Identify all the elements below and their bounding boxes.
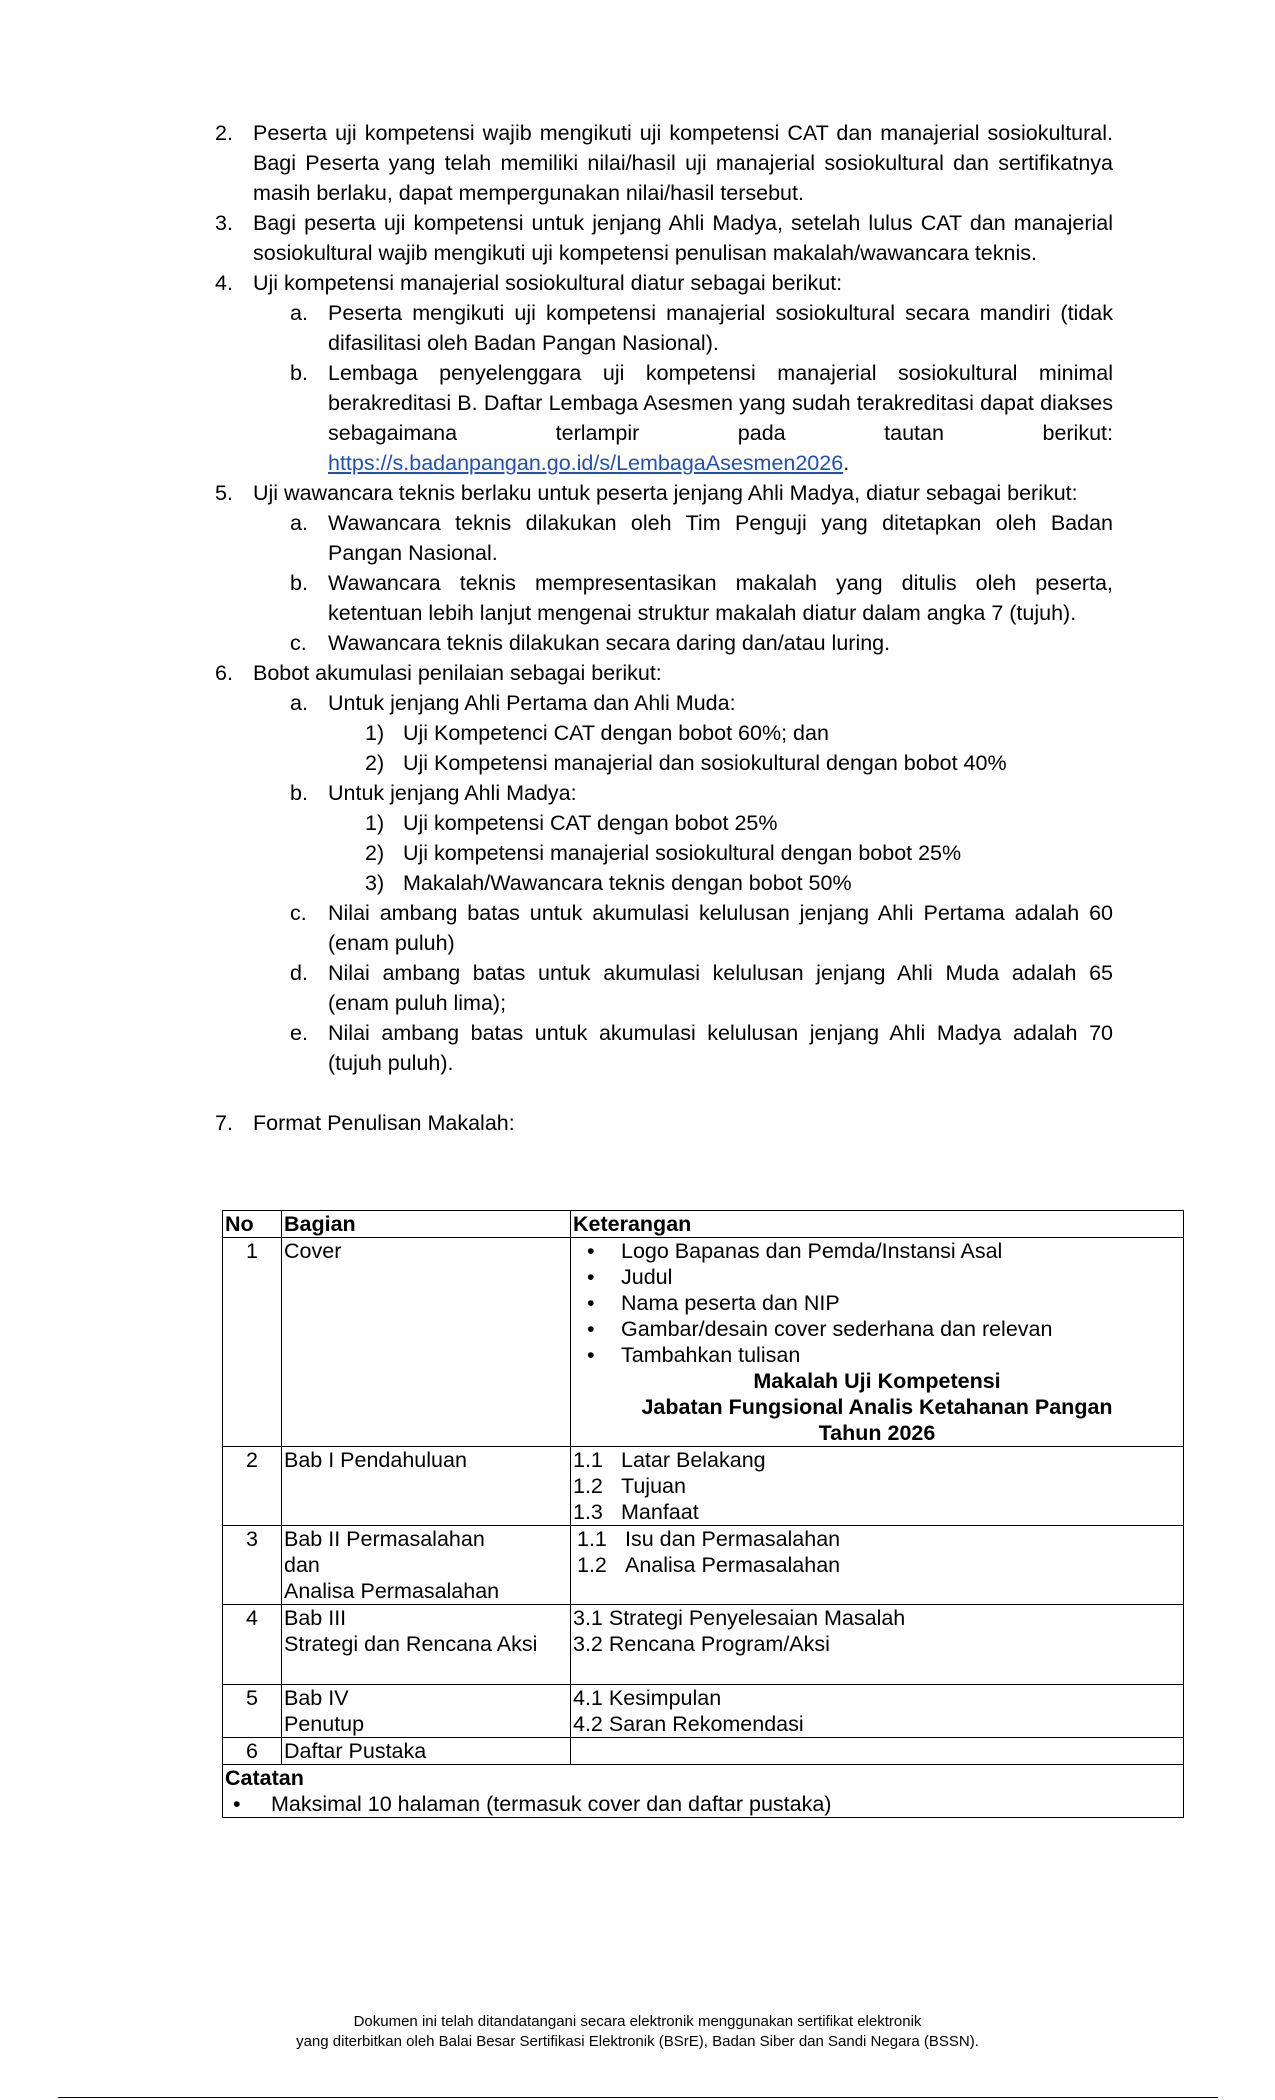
sub-number: a.: [290, 691, 308, 715]
subsub-text: Uji kompetensi manajerial sosiokultural dengan bobot 25%: [403, 841, 962, 865]
cell-keterangan: [571, 1738, 1184, 1765]
item-text: Bagi peserta uji kompetensi untuk jenjang Ahli Madya, setelah lulus CAT dan manajerial sosiokultural wajib mengikuti uji kompetensi penulisan makalah/wawancara teknis.: [253, 211, 1113, 265]
sub-item: [215, 628, 1113, 658]
link-suffix: .: [843, 451, 850, 475]
cell-no: 3: [223, 1526, 282, 1605]
cover-title-line: Makalah Uji Kompetensi: [753, 1369, 1001, 1393]
cell-bagian: Cover: [282, 1238, 571, 1447]
sub-item: [215, 508, 1113, 568]
subsub-text: Uji kompetensi CAT dengan bobot 25%: [403, 811, 778, 835]
sub-text: Peserta mengikuti uji kompetensi manajerial sosiokultural secara mandiri (tidak difasilitasi oleh Badan Pangan Nasional).: [328, 301, 1113, 355]
subsub-text: Makalah/Wawancara teknis dengan bobot 50%: [403, 871, 852, 895]
cell-no: 1: [223, 1238, 282, 1447]
cell-keterangan: [571, 1238, 1184, 1447]
sub-text: Nilai ambang batas untuk akumulasi kelulusan jenjang Ahli Pertama adalah 60 (enam puluh): [328, 901, 1113, 955]
footer-divider: [58, 2097, 1218, 2098]
subsub-item: [215, 868, 1113, 898]
cover-title-line: Tahun 2026: [818, 1421, 936, 1445]
catatan-cell: [223, 1765, 1184, 1818]
sub-number: a.: [290, 301, 308, 325]
sub-text: Untuk jenjang Ahli Pertama dan Ahli Muda:: [328, 691, 736, 715]
cell-bagian: Bab II Permasalahan dan Analisa Permasalahan: [282, 1526, 571, 1605]
table-row: [223, 1685, 1184, 1738]
subsub-number: 3): [365, 871, 385, 895]
header-no: No: [223, 1211, 282, 1238]
sub-text: Wawancara teknis mempresentasikan makalah yang ditulis oleh peserta, ketentuan lebih lanjut mengenai struktur makalah diatur dalam angka 7 (tujuh).: [328, 571, 1113, 625]
item-text: Format Penulisan Makalah:: [253, 1111, 515, 1135]
subsub-text: Uji Kompetenci CAT dengan bobot 60%; dan: [403, 721, 829, 745]
table-row: [223, 1738, 1184, 1765]
sub-text: Wawancara teknis dilakukan secara daring dan/atau luring.: [328, 631, 891, 655]
sub-number: c.: [290, 901, 307, 925]
cell-bagian: Daftar Pustaka: [282, 1738, 571, 1765]
cell-keterangan: 1.1 Latar Belakang 1.2 Tujuan 1.3 Manfaat: [571, 1447, 1184, 1526]
sub-item: [215, 568, 1113, 628]
sub-number: e.: [290, 1021, 308, 1045]
format-makalah-table: [222, 1210, 1184, 1818]
cell-no: 5: [223, 1685, 282, 1738]
cell-bagian: Bab I Pendahuluan: [282, 1447, 571, 1526]
table-row: [223, 1447, 1184, 1526]
subsub-number: 2): [365, 841, 385, 865]
subsub-item: [215, 718, 1113, 748]
list-item: [215, 208, 1113, 268]
sub-text-main: Lembaga penyelenggara uji kompetensi manajerial sosiokultural minimal berakreditasi B. Daftar Lembaga Asesmen yang sudah terakreditasi dapat diakses sebagaimana terlampir pada tautan berikut:: [328, 361, 1113, 445]
subsub-item: [215, 808, 1113, 838]
sub-item: [215, 688, 1113, 718]
cell-no: 4: [223, 1605, 282, 1685]
item-number: 2.: [215, 121, 233, 145]
list-item: [215, 1108, 1113, 1138]
cell-keterangan: 1.1 Isu dan Permasalahan 1.2 Analisa Permasalahan: [571, 1526, 1184, 1605]
footer-line-1: Dokumen ini telah ditandatangani secara elektronik menggunakan sertifikat elektronik: [353, 2013, 922, 2030]
sub-item: [215, 358, 1113, 478]
sub-number: c.: [290, 631, 307, 655]
subsub-item: [215, 838, 1113, 868]
cell-keterangan: 3.1 Strategi Penyelesaian Masalah 3.2 Rencana Program/Aksi: [571, 1605, 1184, 1685]
bullet-item: • Nama peserta dan NIP: [587, 1291, 840, 1315]
cell-keterangan: 4.1 Kesimpulan 4.2 Saran Rekomendasi: [571, 1685, 1184, 1738]
cover-title-line: Jabatan Fungsional Analis Ketahanan Pangan: [641, 1395, 1113, 1419]
item-text: Bobot akumulasi penilaian sebagai berikut:: [253, 661, 662, 685]
sub-item: [215, 898, 1113, 958]
document-body: [215, 118, 1113, 1138]
lembaga-asesmen-link[interactable]: https://s.badanpangan.go.id/s/LembagaAsesmen2026: [328, 451, 844, 475]
item-number: 5.: [215, 481, 233, 505]
header-bagian: Bagian: [282, 1211, 571, 1238]
cell-bagian: Bab III Strategi dan Rencana Aksi: [282, 1605, 571, 1685]
list-item: [215, 478, 1113, 508]
item-number: 6.: [215, 661, 233, 685]
list-item: [215, 268, 1113, 298]
catatan-row: [223, 1765, 1184, 1818]
sub-number: b.: [290, 361, 308, 385]
cell-bagian: Bab IV Penutup: [282, 1685, 571, 1738]
sub-number: d.: [290, 961, 308, 985]
footer: [0, 2012, 1275, 2052]
item-number: 7.: [215, 1111, 233, 1135]
cell-no: 2: [223, 1447, 282, 1526]
subsub-item: [215, 748, 1113, 778]
item-text: Uji wawancara teknis berlaku untuk peserta jenjang Ahli Madya, diatur sebagai berikut:: [253, 481, 1078, 505]
catatan-label: Catatan: [225, 1766, 304, 1790]
cell-no: 6: [223, 1738, 282, 1765]
list-item: [215, 658, 1113, 688]
item-number: 3.: [215, 211, 233, 235]
sub-text: [328, 358, 1113, 478]
header-keterangan: Keterangan: [571, 1211, 1184, 1238]
footer-line-2: yang diterbitkan oleh Balai Besar Sertifikasi Elektronik (BSrE), Badan Siber dan Sandi Negara (BSSN).: [296, 2033, 979, 2050]
subsub-number: 2): [365, 751, 385, 775]
sub-text: Wawancara teknis dilakukan oleh Tim Penguji yang ditetapkan oleh Badan Pangan Nasional.: [328, 511, 1113, 565]
sub-text: Nilai ambang batas untuk akumulasi kelulusan jenjang Ahli Muda adalah 65 (enam puluh lima);: [328, 961, 1113, 1015]
sub-number: b.: [290, 571, 308, 595]
sub-number: b.: [290, 781, 308, 805]
table-row: [223, 1605, 1184, 1685]
sub-text: Untuk jenjang Ahli Madya:: [328, 781, 577, 805]
subsub-number: 1): [365, 721, 385, 745]
table-row: [223, 1526, 1184, 1605]
item-text: Uji kompetensi manajerial sosiokultural diatur sebagai berikut:: [253, 271, 843, 295]
item-text: Peserta uji kompetensi wajib mengikuti uji kompetensi CAT dan manajerial sosiokultural. Bagi Peserta yang telah memiliki nilai/hasil uji manajerial sosiokultural dan sertifikatnya masih berlaku, dapat mempergunakan nilai/hasil tersebut.: [253, 121, 1113, 205]
item-number: 4.: [215, 271, 233, 295]
bullet-item: • Tambahkan tulisan: [587, 1343, 801, 1367]
sub-item: [215, 1018, 1113, 1078]
sub-text: Nilai ambang batas untuk akumulasi kelulusan jenjang Ahli Madya adalah 70 (tujuh puluh).: [328, 1021, 1113, 1075]
sub-item: [215, 958, 1113, 1018]
subsub-number: 1): [365, 811, 385, 835]
sub-number: a.: [290, 511, 308, 535]
sub-item: [215, 298, 1113, 358]
sub-item: [215, 778, 1113, 808]
table-header-row: [223, 1211, 1184, 1238]
bullet-item: • Judul: [587, 1265, 673, 1289]
bullet-item: • Gambar/desain cover sederhana dan relevan: [587, 1317, 1053, 1341]
catatan-bullet: • Maksimal 10 halaman (termasuk cover dan daftar pustaka): [233, 1792, 832, 1816]
bullet-item: • Logo Bapanas dan Pemda/Instansi Asal: [587, 1239, 1003, 1263]
subsub-text: Uji Kompetensi manajerial dan sosiokultural dengan bobot 40%: [403, 751, 1007, 775]
list-item: [215, 118, 1113, 208]
table-row: [223, 1238, 1184, 1447]
